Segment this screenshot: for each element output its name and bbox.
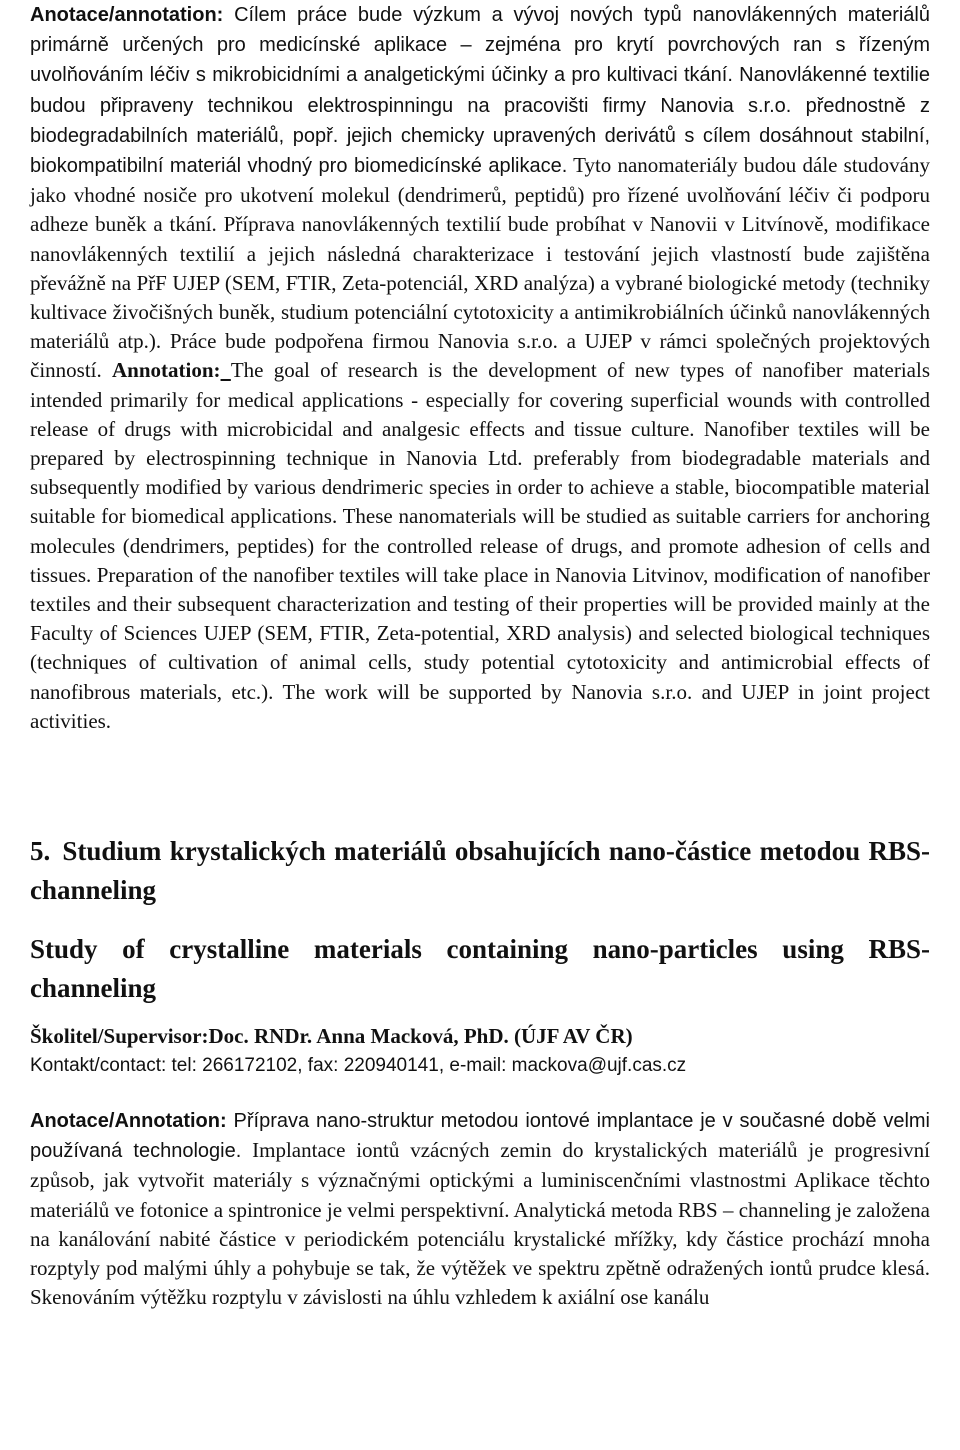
supervisor-line <box>30 1022 930 1051</box>
supervisor-label: Školitel/Supervisor: <box>30 1024 209 1049</box>
section-number: 5. <box>30 836 51 867</box>
section-annotation-text-sans: Příprava nano-struktur metodou iontové implantace je v současné době velmi používaná technologie. <box>30 1110 930 1163</box>
section-title-en: Study of crystalline materials containing nano-particles using RBS-channeling <box>30 934 930 1004</box>
cz-annotation-text: Tyto nanomateriály budou dále studovány jako vhodné nosiče pro ukotvení molekul (dendrimerů, peptidů) pro řízené uvolňování léčiv či podporu adheze buněk a tkání. Příprava nanovlákenných textilií bude probíhat v Nanovii v Litvínově, modifikace nanovlákenných textilií a jejich následná charakterizace i testování jejich vlastností bude zajištěna převážně na PřF UJEP (SEM, FTIR, Zeta-potenciál, XRD analýza) a vybrané biologické metody (techniky kultivace živočišných buněk, studium potenciální cytotoxicity a antimikrobiálních účinků nanovlákenných materiálů atp.). Práce bude podpořena firmou Nanovia s.r.o. a UJEP v rámci společných projektových činností. <box>30 153 931 383</box>
en-annotation-label: Annotation: <box>112 358 221 383</box>
section-spacer <box>30 736 930 832</box>
section-annotation-text: Implantace iontů vzácných zemin do krystalických materiálů je progresivní způsob, jak vytvořit materiály s význačnými optickými a luminiscenčními vlastnostmi Aplikace těchto materiálů ve fotonice a spintronice je velmi perspektivní. Analytická metoda RBS – channeling je založena na kanálování nabité částice v periodickém potenciálu krystalické mřížky, kdy částice prochází mnoha rozptyly pod malými úhly a pohybuje se tak, že výtěžek ve spektru zpětně odražených iontů prudce klesá. Skenováním výtěžku rozptylu v závislosti na úhlu vzhledem k axiální ose kanálu <box>30 1138 930 1310</box>
en-annotation-text: The goal of research is the development of new types of nanofiber materials intended primarily for medical applications - especially for covering superficial wounds with controlled release of drugs with microbicidal and analgesic effects and tissue culture. Nanofiber textiles will be prepared by electrospinning technique in Nanovia Ltd. preferably from biodegradable materials and subsequently modified by various dendrimeric species in order to achieve a stable, biocompatible material suitable for biomedical applications. These nanomaterials will be studied as suitable carriers for anchoring molecules (dendrimers, peptides) for the controlled release of drugs, and promote adhesion of cells and tissues. Preparation of the nanofiber textiles will take place in Nanovia Litvinov, modification of nanofiber textiles and their subsequent characterization and testing of their properties will be provided mainly at the Faculty of Sciences UJEP (SEM, FTIR, Zeta-potential, XRD analysis) and selected biological techniques (techniques of cultivation of animal cells, study potential cytotoxicity and antimicrobial effects of nanofibrous materials, etc.). The work will be supported by Nanovia s.r.o. and UJEP in joint project activities. <box>30 358 931 733</box>
contact-line: Kontakt/contact: tel: 266172102, fax: 220940141, e-mail: mackova@ujf.cas.cz <box>30 1055 687 1077</box>
cz-annotation-paragraph <box>30 0 930 736</box>
section-5 <box>30 832 930 1312</box>
section-title-cz: 5. Studium krystalických materiálů obsahujících nano-částice metodou RBS-channeling <box>30 832 930 910</box>
cz-annotation-text-sans: Cílem práce bude výzkum a vývoj nových typů nanovlákenných materiálů primárně určených pro medicínské aplikace – zejména pro krytí povrchových ran s řízeným uvolňováním léčiv s mikrobicidními a analgetickými účinky a pro kultivaci tkání. Nanovlákenné textilie budou připraveny technikou elektrospinningu na pracovišti firmy Nanovia s.r.o. přednostně z biodegradabilních materiálů, popř. jejich chemicky upravených derivátů s cílem dosáhnout stabilní, biokompatibilní materiál vhodný pro biomedicínské aplikace. <box>30 4 930 178</box>
section-annotation-label: Anotace/Annotation: <box>30 1110 227 1133</box>
section-annotation-paragraph <box>30 1106 930 1312</box>
annotation-label: Anotace/annotation: <box>30 4 224 26</box>
supervisor-name: Doc. RNDr. Anna Macková, PhD. (ÚJF AV ČR) <box>208 1024 633 1049</box>
project-annotation-block <box>30 0 930 736</box>
